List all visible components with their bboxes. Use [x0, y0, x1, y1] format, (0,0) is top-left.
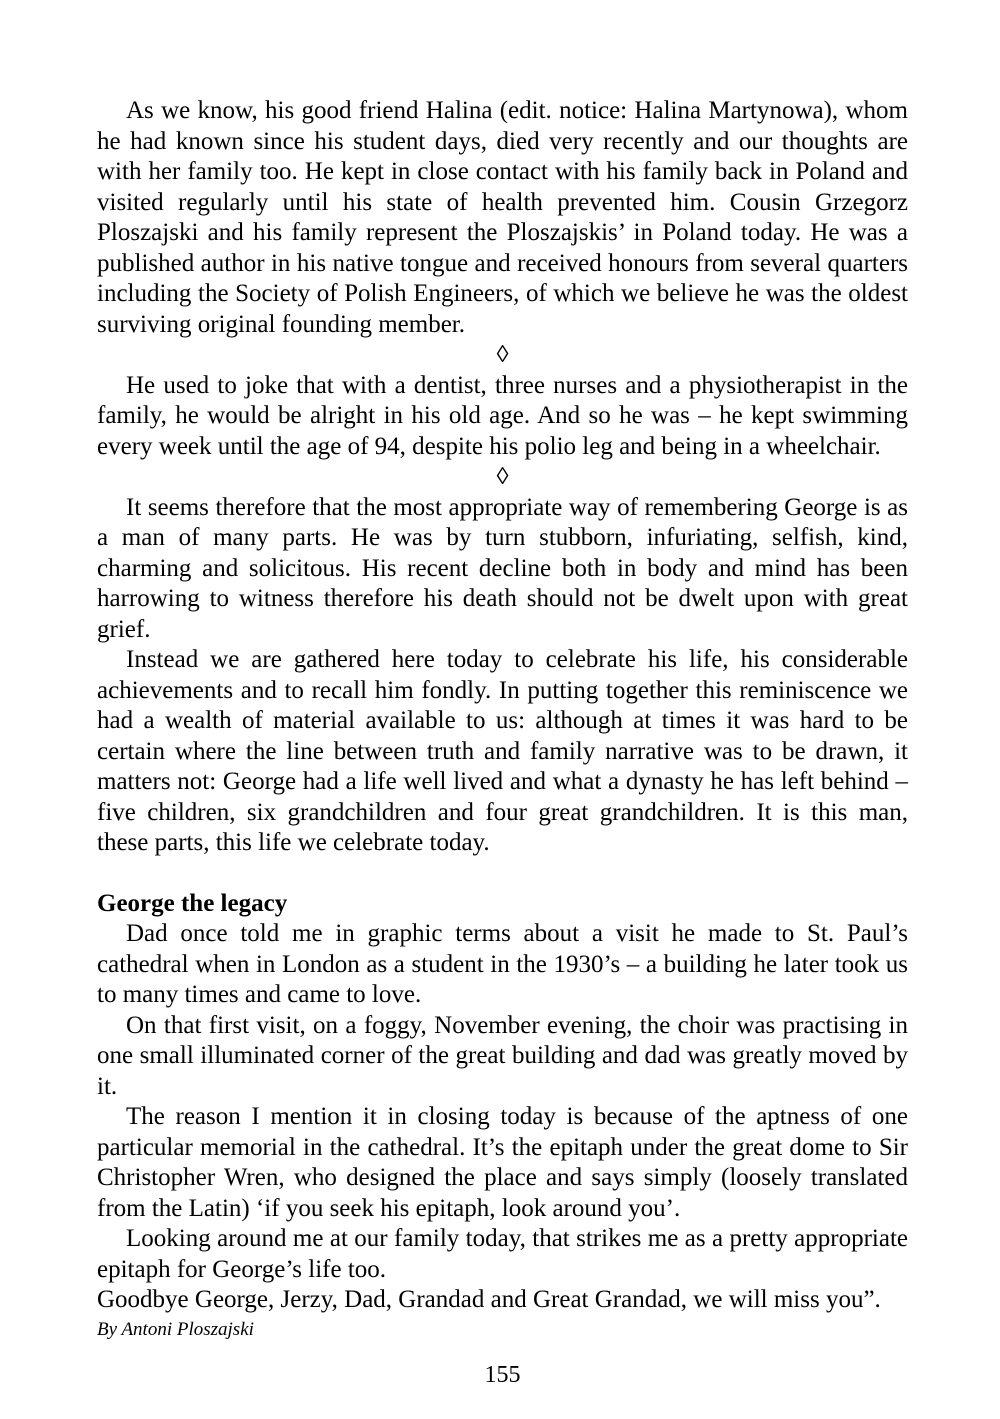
- body-paragraph: It seems therefore that the most appropriate way of remembering George is as a man of many parts. He was by turn stubborn, infuriating, selfish, kind, charming and solicitous. His recent decline both in body and mind has been harrowing to witness therefore his death should not be dwelt upon with great grief.: [97, 493, 908, 643]
- body-paragraph: As we know, his good friend Halina (edit. notice: Halina Martynowa), whom he had known since his student days, died very recently and our thoughts are with her family too. He kept in close contact with his family back in Poland and visited regularly until his state of health prevented him. Cousin Grzegorz Ploszajski and his family represent the Ploszajskis’ in Poland today. He was a published author in his native tongue and received honours from several quarters including the Society of Polish Engineers, of which we believe he was the oldest surviving original founding member.: [97, 97, 908, 338]
- text-separator: [97, 462, 908, 493]
- body-paragraph: He used to joke that with a dentist, three nurses and a physiotherapist in the family, he would be alright in his old age. And so he was – he kept swimming every week until the age of 94, despite his polio leg and being in a wheelchair.: [97, 371, 908, 460]
- diamond-icon: ◊: [496, 464, 509, 490]
- diamond-icon: ◊: [496, 342, 509, 368]
- body-paragraph: Looking around me at our family today, that strikes me as a pretty appropriate epitaph for George’s life too.: [97, 1225, 908, 1283]
- closing-line: Goodbye George, Jerzy, Dad, Grandad and Great Grandad, we will miss you”.: [97, 1286, 881, 1313]
- body-paragraph: Instead we are gathered here today to celebrate his life, his considerable achievements and to recall him fondly. In putting together this reminiscence we had a wealth of material available to us: although at times it was hard to be certain where the line between truth and family narrative was to be drawn, it matters not: George had a life well lived and what a dynasty he has left behind – five children, six grandchildren and four great grandchildren. It is this man, these parts, this life we celebrate today.: [97, 646, 908, 856]
- text-separator: [97, 340, 908, 371]
- body-paragraph: The reason I mention it in closing today is because of the aptness of one particular memorial in the cathedral. It’s the epitaph under the great dome to Sir Christopher Wren, who designed the place and says simply (loosely translated from the Latin) ‘if you seek his epitaph, look around you’.: [97, 1103, 908, 1222]
- page-number: 155: [484, 1361, 521, 1388]
- section-heading: George the legacy: [97, 889, 288, 917]
- byline: By Antoni Ploszajski: [97, 1318, 254, 1340]
- body-paragraph: On that first visit, on a foggy, November evening, the choir was practising in one small illuminated corner of the great building and dad was greatly moved by it.: [97, 1011, 908, 1100]
- body-paragraph: Dad once told me in graphic terms about a visit he made to St. Paul’s cathedral when in London as a student in the 1930’s – a building he later took us to many times and came to love.: [97, 920, 908, 1008]
